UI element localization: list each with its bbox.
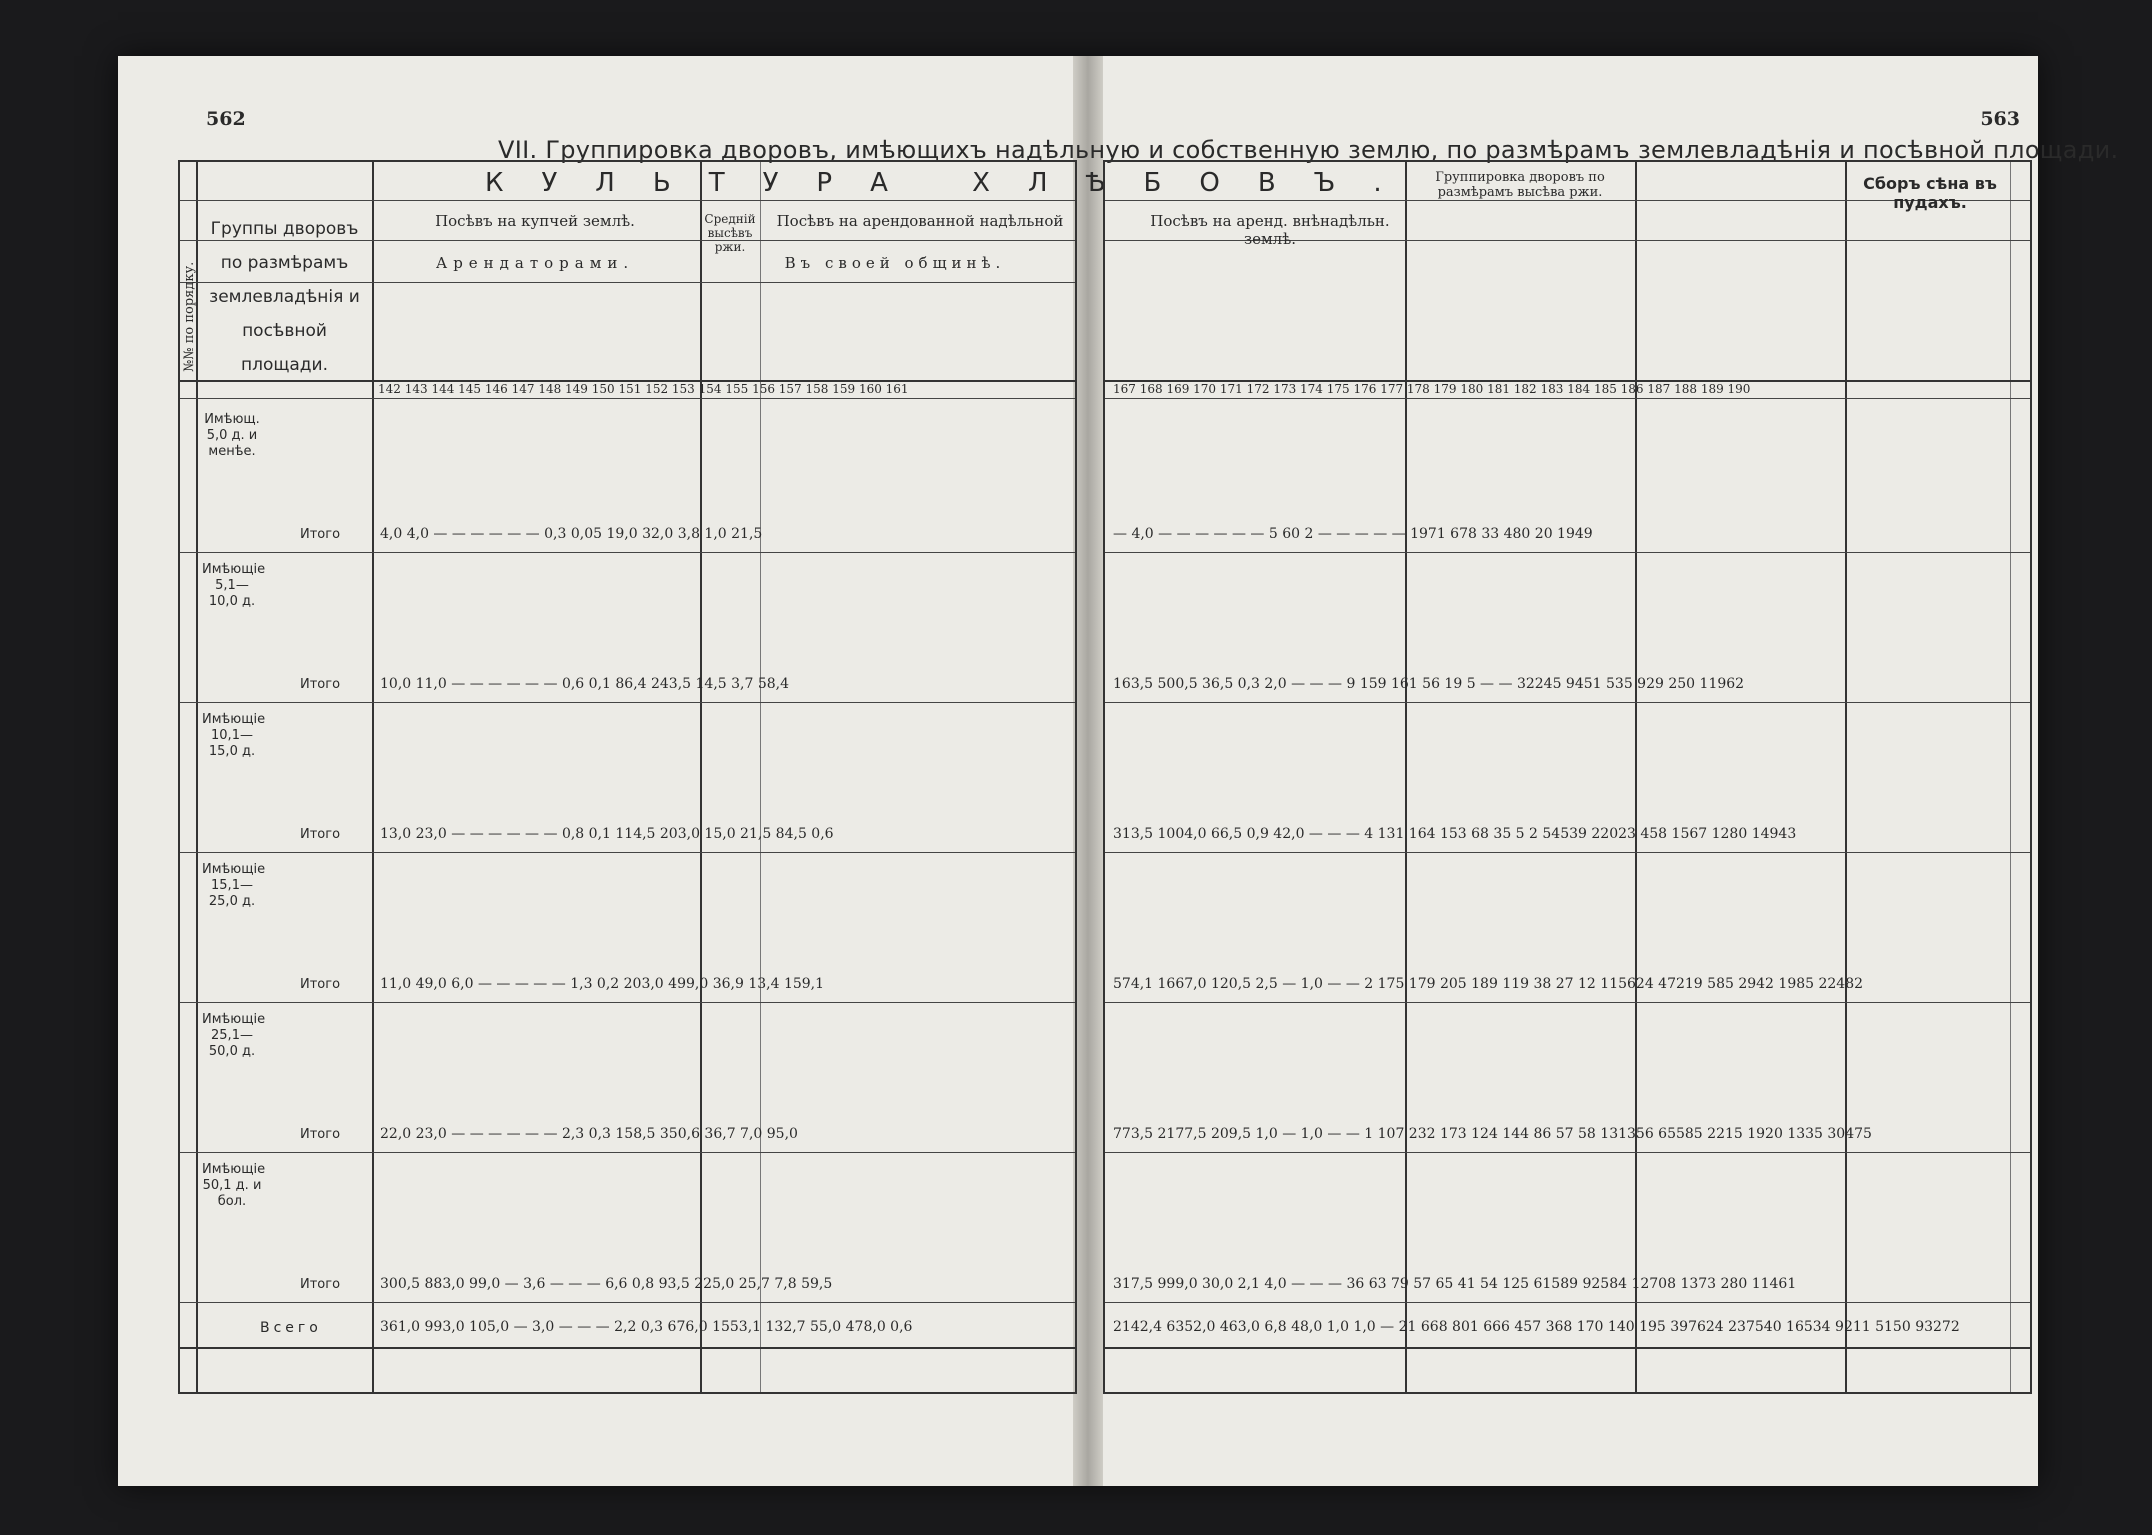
- right-group-totals-1: — 4,0 — — — — — — 5 60 2 — — — — — 1971 678 33 480 20 1949: [1113, 526, 1593, 542]
- itogo-label-5: Итого: [300, 1127, 341, 1142]
- left-column-numbers: 142 143 144 145 146 147 148 149 150 151 152 153 154 155 156 157 158 159 160 161: [378, 382, 909, 396]
- group-label-3: Имѣющіе 10,1—15,0 д.: [202, 712, 266, 759]
- vsego-label: Всего: [260, 1320, 322, 1336]
- section-svoey-obshchine: Въ своей общинѣ.: [784, 254, 1006, 272]
- section-sredniy: Средній высѣвъ ржи.: [704, 212, 756, 254]
- group-label-5: Имѣющіе 25,1—50,0 д.: [202, 1012, 266, 1059]
- right-page: [1103, 56, 2038, 1486]
- itogo-label-2: Итого: [300, 677, 341, 692]
- book-spread: [118, 56, 2119, 1486]
- vsego-totals-left: 361,0 993,0 105,0 — 3,0 — — — 2,2 0,3 676,0 1553,1 132,7 55,0 478,0 0,6: [380, 1319, 913, 1335]
- group-totals-2: 10,0 11,0 — — — — — — 0,6 0,1 86,4 243,5 14,5 3,7 58,4: [380, 676, 790, 692]
- group-totals-1: 4,0 4,0 — — — — — — 0,3 0,05 19,0 32,0 3,8 1,0 21,5: [380, 526, 763, 542]
- book-gutter: [1073, 56, 1103, 1486]
- itogo-label-3: Итого: [300, 827, 341, 842]
- right-group-totals-2: 163,5 500,5 36,5 0,3 2,0 — — — 9 159 161 56 19 5 — — 32245 9451 535 929 250 11962: [1113, 676, 1745, 692]
- itogo-label-1: Итого: [300, 527, 341, 542]
- right-group-totals-5: 773,5 2177,5 209,5 1,0 — 1,0 — — 1 107 232 173 124 144 86 57 58 131356 65585 2215 1920 1335 30475: [1113, 1126, 1872, 1142]
- group-label-6: Имѣющіе 50,1 д. и бол.: [202, 1162, 266, 1209]
- page-number-right: 563: [1980, 108, 2020, 130]
- group-totals-6: 300,5 883,0 99,0 — 3,6 — — — 6,6 0,8 93,5 225,0 25,7 7,8 59,5: [380, 1276, 833, 1292]
- group-label-1: Имѣющ. 5,0 д. и менѣе.: [204, 412, 260, 459]
- section-kupchaya: Посѣвъ на купчей землѣ.: [435, 212, 635, 230]
- right-column-numbers: 167 168 169 170 171 172 173 174 175 176 177 178 179 180 181 182 183 184 185 186 187 188 189 190: [1113, 382, 1751, 396]
- groups-header: Группы дворовъ по размѣрамъ землевладѣнія и посѣвной площади.: [209, 219, 360, 375]
- section-arendatorami: Арендаторами.: [435, 254, 635, 272]
- page-number-left: 562: [206, 108, 246, 130]
- section-arend-nadel: Посѣвъ на арендованной надѣльной: [776, 212, 1064, 230]
- header-hay: Сборъ сѣна въ пудахъ.: [1863, 174, 1997, 212]
- row-index-header: №№ по порядку.: [182, 261, 197, 372]
- right-table: [1103, 160, 2032, 1394]
- itogo-label-6: Итого: [300, 1277, 341, 1292]
- group-label-2: Имѣющіе 5,1—10,0 д.: [202, 562, 266, 609]
- group-totals-4: 11,0 49,0 6,0 — — — — — 1,3 0,2 203,0 499,0 36,9 13,4 159,1: [380, 976, 825, 992]
- vsego-totals-right: 2142,4 6352,0 463,0 6,8 48,0 1,0 1,0 — 21 668 801 666 457 368 170 140 195 397624 237540 16534 9211 5150 93272: [1113, 1319, 1960, 1335]
- right-group-totals-4: 574,1 1667,0 120,5 2,5 — 1,0 — — 2 175 179 205 189 119 38 27 12 115624 47219 585 2942 1985 22482: [1113, 976, 1864, 992]
- group-label-4: Имѣющіе 15,1—25,0 д.: [202, 862, 266, 909]
- itogo-label-4: Итого: [300, 977, 341, 992]
- culture-banner: КУЛЬТУРА ХЛѢБОВЪ.: [485, 168, 1420, 198]
- header-rye-grouping: Группировка дворовъ по размѣрамъ высѣва ржи.: [1435, 170, 1605, 200]
- group-totals-5: 22,0 23,0 — — — — — — 2,3 0,3 158,5 350,6 36,7 7,0 95,0: [380, 1126, 798, 1142]
- table-title: VII. Группировка дворовъ, имѣющихъ надѣльную и собственную землю, по размѣрамъ землевладѣнія и посѣвной площади.: [498, 136, 2119, 164]
- group-totals-3: 13,0 23,0 — — — — — — 0,8 0,1 114,5 203,0 15,0 21,5 84,5 0,6: [380, 826, 834, 842]
- right-group-totals-3: 313,5 1004,0 66,5 0,9 42,0 — — — 4 131 164 153 68 35 5 2 54539 22023 458 1567 1280 14943: [1113, 826, 1797, 842]
- header-nadel-arend: Посѣвъ на аренд. внѣнадѣльн. землѣ.: [1150, 212, 1390, 248]
- right-group-totals-6: 317,5 999,0 30,0 2,1 4,0 — — — 36 63 79 57 65 41 54 125 61589 92584 12708 1373 280 11461: [1113, 1276, 1797, 1292]
